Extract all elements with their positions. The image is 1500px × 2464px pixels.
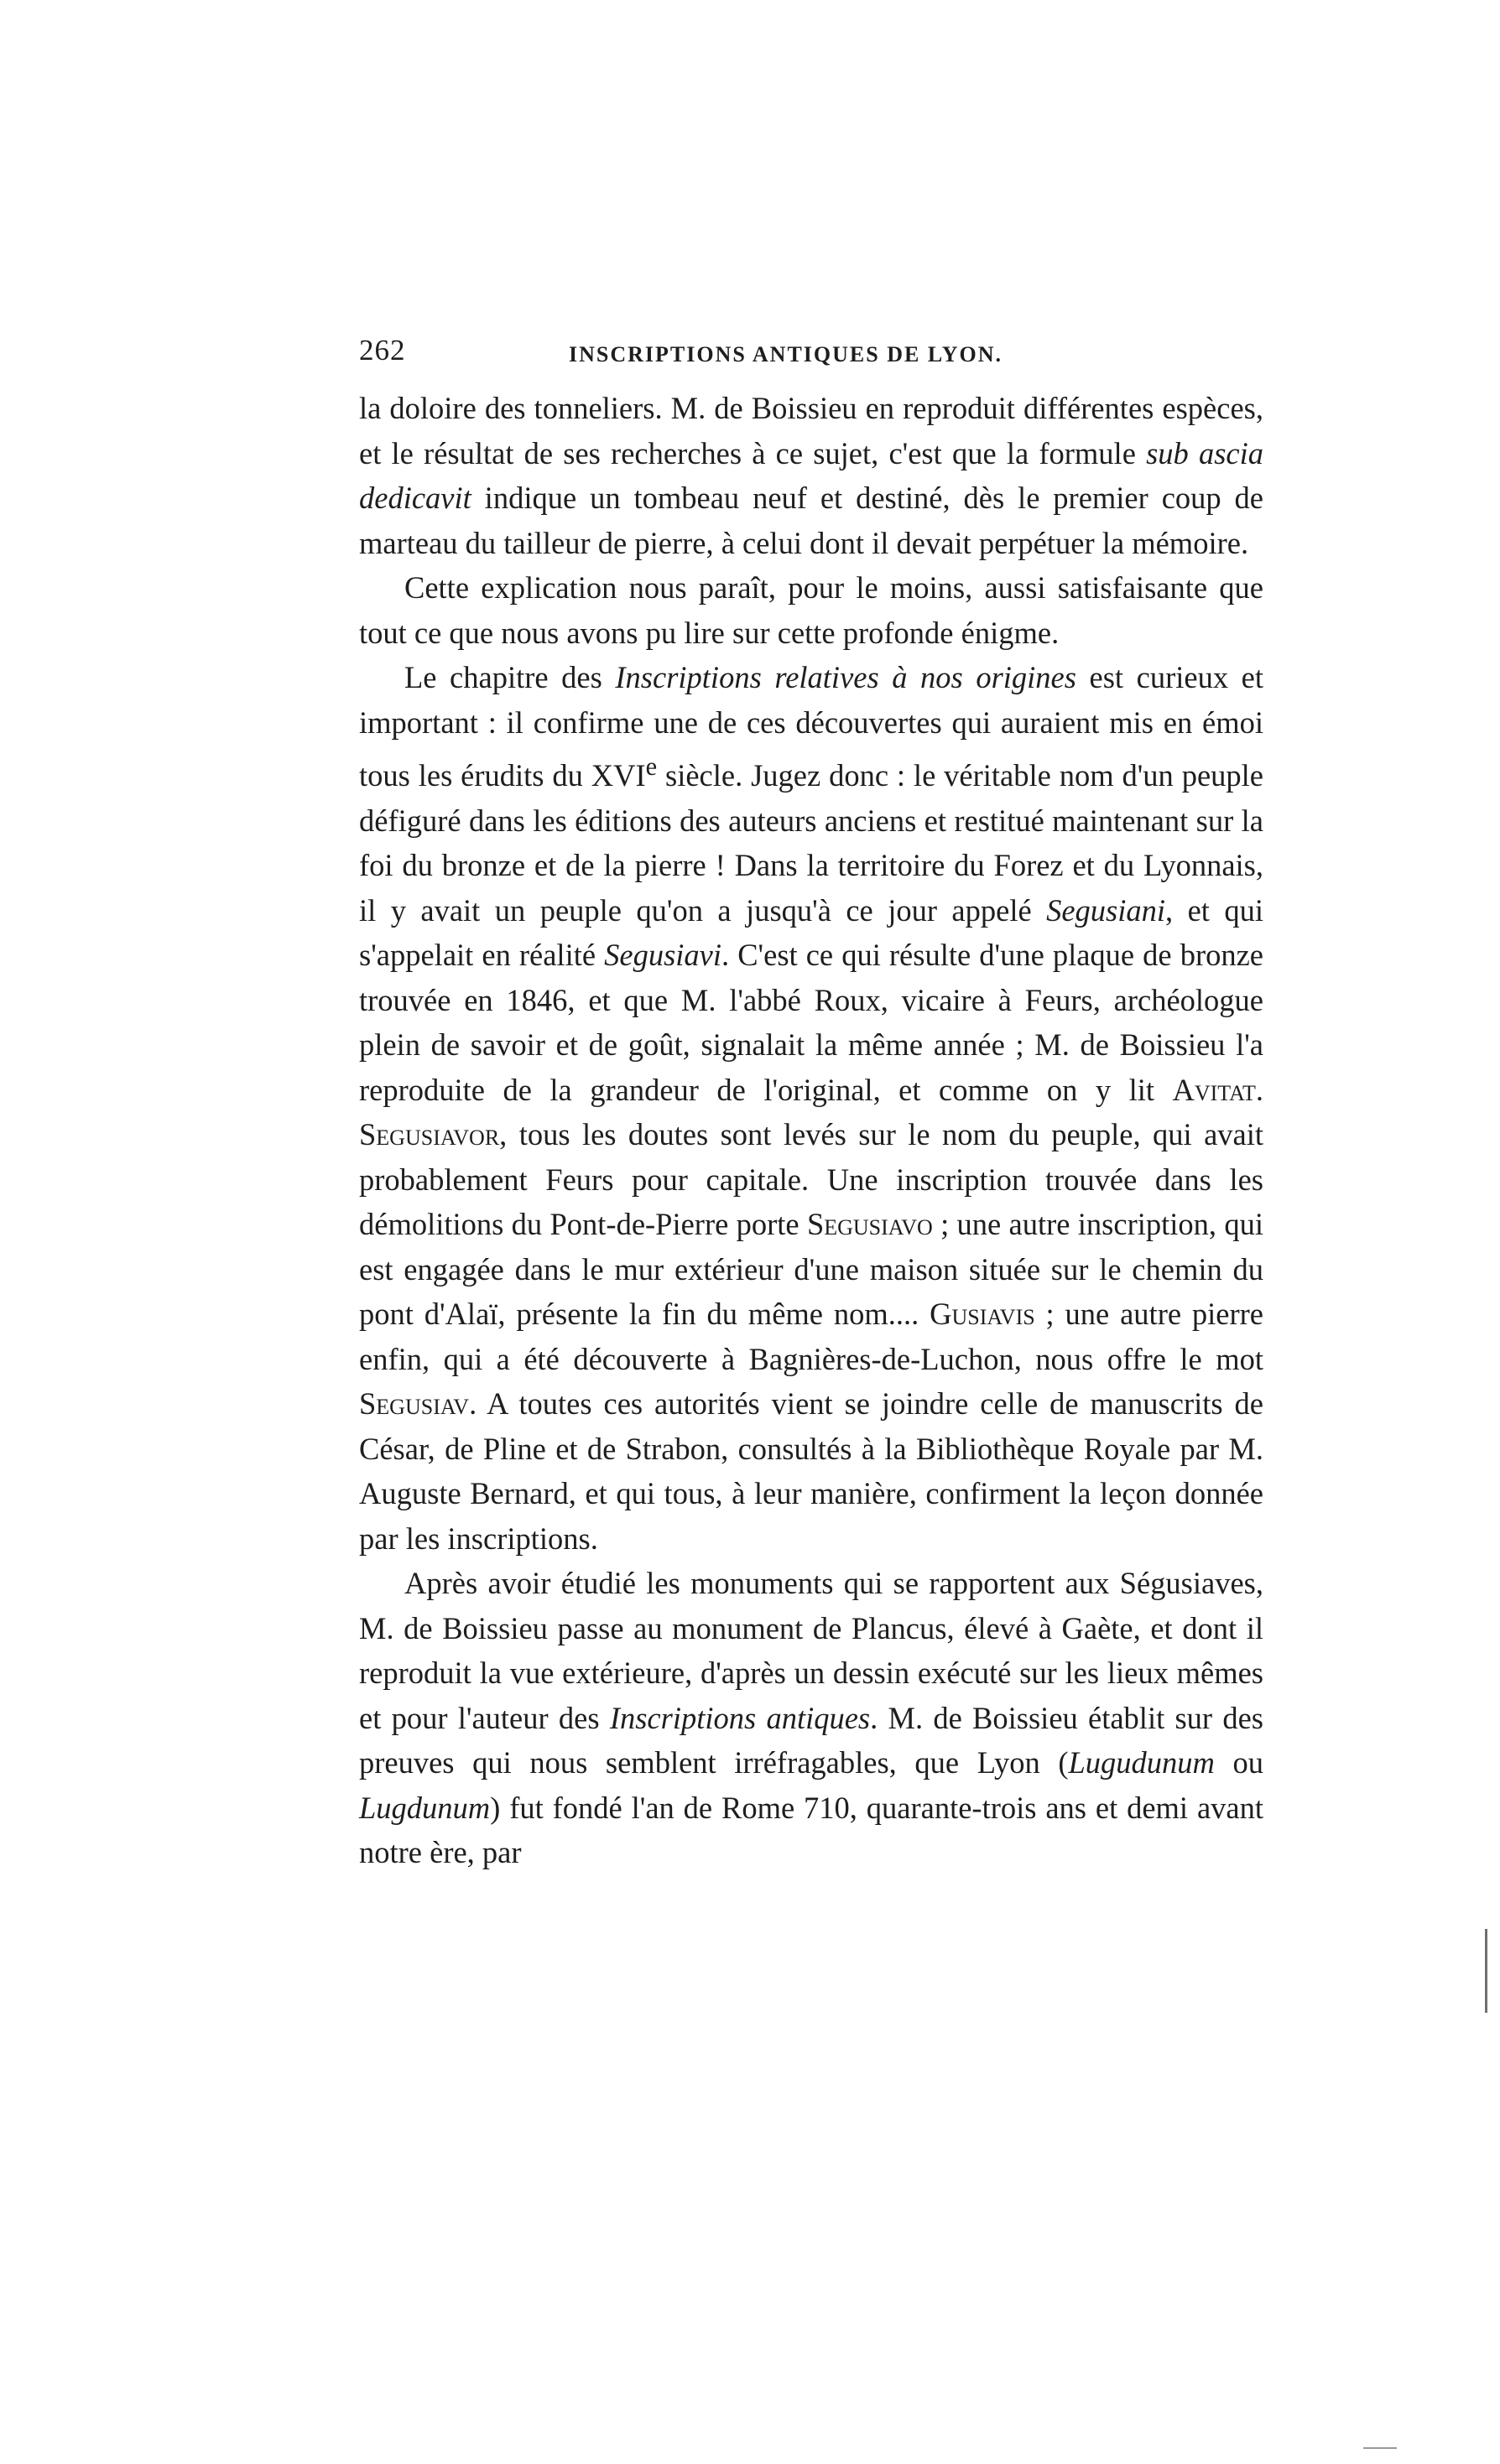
paragraph-4: Après avoir étudié les monuments qui se rapportent aux Ségusiaves, M. de Boissieu passe au monument de Plancus, élevé à Gaète, et dont il reproduit la vue extérieure, d'après un dessin exécuté sur les lieux mêmes et pour l'auteur des Inscriptions antiques. M. de Boissieu établit sur des preuves qui nous semblent irréfragables, que Lyon (Lugudunum ou Lugdunum) fut fondé l'an de Rome 710, quarante-trois ans et demi avant notre ère, par xyxy=(359,1566,1264,1870)
latin-formula: sub ascia dedicavit xyxy=(359,435,1264,515)
name-segusiavi: Segusiavi xyxy=(604,938,722,973)
name-lugdunum: Lugdunum xyxy=(359,1790,491,1825)
inscription-segusiavo: Segusiavo xyxy=(806,1207,933,1242)
paragraph-3: Le chapitre des Inscriptions relatives à nos origines est curieux et important : il confirme une de ces découvertes qui auraient mis en émoi tous les érudits du XVIe siècle. Jugez donc : le véritable nom d'un peuple défiguré dans les éditions des auteurs anciens et restitué maintenant sur la foi du bronze et de la pierre ! Dans la territoire du Forez et du Lyonnais, il y avait un peuple qu'on a jusqu'à ce jour appelé Segusiani, et qui s'appelait en réalité Segusiavi. C'est ce qui résulte d'une plaque de bronze trouvée en 1846, et que M. l'abbé Roux, vicaire à Feurs, archéologue plein de savoir et de goût, signalait la même année ; M. de Boissieu l'a reproduite de la grandeur de l'original, et comme on y lit Avitat. Segusiavor, tous les doutes sont levés sur le nom du peuple, qui avait probablement Feurs pour capitale. Une inscription trouvée dans les démolitions du Pont-de-Pierre porte Segusiavo ; une autre inscription, qui est engagée dans le mur extérieur d'une maison située sur le chemin du pont d'Alaï, présente la fin du même nom.... Gusiavis ; une autre pierre enfin, qui a été découverte à Bagnières-de-Luchon, nous offre le mot Segusiav. A toutes ces autorités vient se joindre celle de manuscrits de César, de Pline et de Strabon, consultés à la Bibliothèque Royale par M. Auguste Bernard, et qui tous, à leur manière, confirment la leçon donnée par les inscriptions. xyxy=(359,660,1264,1556)
running-header xyxy=(359,334,1263,372)
inscription-gusiavis: Gusiavis xyxy=(930,1297,1035,1332)
running-title: INSCRIPTIONS ANTIQUES DE LYON. xyxy=(569,342,1003,366)
page-number: 262 xyxy=(359,334,406,366)
century-superscript: e xyxy=(645,752,658,781)
scan-artifact-dash xyxy=(1363,2447,1397,2449)
page-content xyxy=(359,334,1263,1875)
scan-artifact-bar xyxy=(1485,1929,1487,2013)
name-segusiani: Segusiani xyxy=(1046,892,1166,928)
name-lugudunum: Lugudunum xyxy=(1068,1745,1215,1780)
paragraph-2: Cette explication nous paraît, pour le moins, aussi satisfaisante que tout ce que nous avons pu lire sur cette profonde énigme. xyxy=(359,570,1263,650)
book-title: Inscriptions antiques xyxy=(609,1700,871,1735)
paragraph-1: la doloire des tonneliers. M. de Boissieu en reproduit différentes espèces, et le résultat de ses recherches à ce sujet, c'est que la formule sub ascia dedicavit indique un tombeau neuf et destiné, dès le premier coup de marteau du tailleur de pierre, à celui dont il devait perpétuer la mémoire. xyxy=(359,391,1264,560)
chapter-title: Inscriptions relatives à nos origines xyxy=(615,660,1076,694)
inscription-segusiav: Segusiav xyxy=(359,1386,470,1422)
inscription-avitat: Avitat. Segusiavor xyxy=(359,1072,1263,1152)
